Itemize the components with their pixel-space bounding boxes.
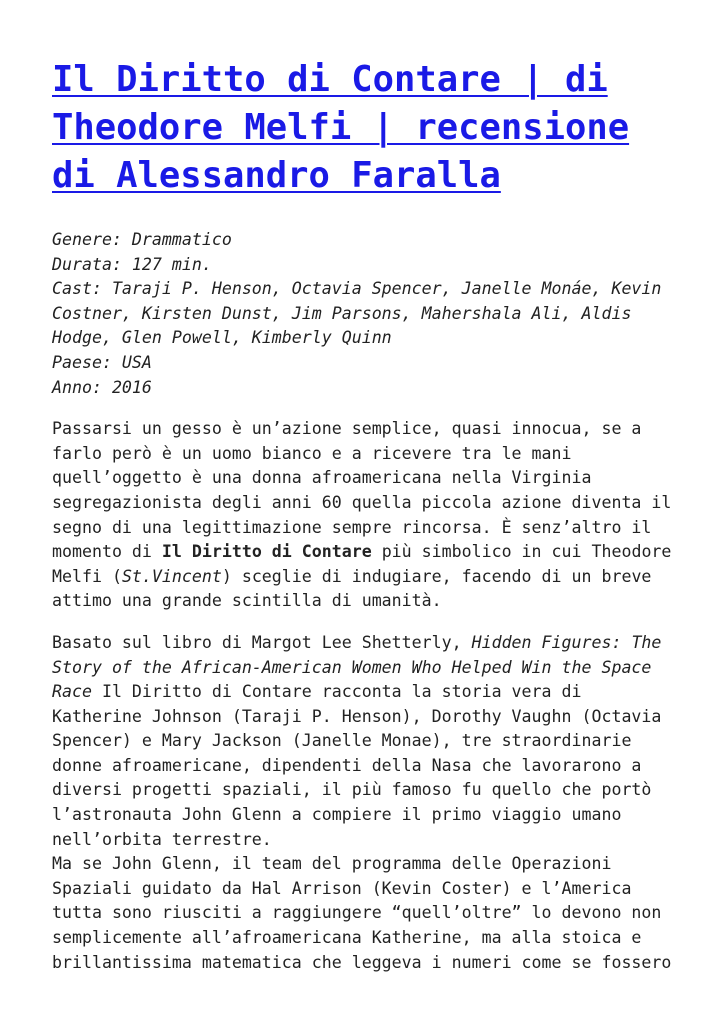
book-title-italic: Story of the African-American Women Who Helped Win the Space	[52, 657, 652, 677]
duration: Durata: 127 min.	[52, 254, 212, 274]
text-line	[52, 540, 674, 565]
cast-line: Cast: Taraji P. Henson, Octavia Spencer, Janelle Monáe, Kevin	[52, 279, 662, 299]
text-line: segregazionista degli anni 60 quella piccola azione diventa il	[52, 492, 672, 512]
text-line	[52, 656, 674, 681]
article-title	[52, 56, 674, 200]
title-line: Theodore Melfi | recensione	[52, 107, 630, 148]
text-line: brillantissima matematica che leggeva i numeri come se fossero	[52, 952, 672, 972]
book-title-italic: Hidden Figures: The	[471, 632, 662, 652]
text-line	[52, 631, 674, 656]
text-line: farlo però è un uomo bianco e a ricevere tra le mani	[52, 443, 572, 463]
text-line: tutta sono riusciti a raggiungere “quell’oltre” lo devono non	[52, 903, 662, 923]
text-line: diversi progetti spaziali, il più famoso fu quello che portò	[52, 780, 652, 800]
year: Anno: 2016	[52, 377, 152, 397]
cast-line: Costner, Kirsten Dunst, Jim Parsons, Mahershala Ali, Aldis	[52, 303, 632, 323]
text-run: Il Diritto di Contare racconta la storia vera di	[91, 682, 582, 702]
text-line: Spencer) e Mary Jackson (Janelle Monae), tre straordinarie	[52, 731, 632, 751]
paragraph-intro	[52, 417, 674, 614]
text-line: Passarsi un gesso è un’azione semplice, quasi innocua, se a	[52, 419, 642, 439]
title-line: di Alessandro Faralla	[52, 155, 501, 196]
text-line	[52, 565, 674, 590]
article	[52, 56, 674, 992]
text-run: Basato sul libro di Margot Lee Shetterly,	[52, 632, 472, 652]
film-info	[52, 228, 674, 400]
film-title-bold: Il Diritto di Contare	[161, 542, 372, 562]
text-line: Ma se John Glenn, il team del programma delle Operazioni	[52, 854, 612, 874]
title-line: Il Diritto di Contare | di	[52, 59, 608, 100]
text-line: Spaziali guidato da Hal Arrison (Kevin Coster) e l’America	[52, 878, 632, 898]
paragraph-plot	[52, 631, 674, 852]
paragraph-analysis	[52, 852, 674, 975]
text-line: attimo una grande scintilla di umanità.	[52, 591, 442, 611]
text-run: più simbolico in cui Theodore	[371, 542, 672, 562]
cast-line: Hodge, Glen Powell, Kimberly Quinn	[52, 328, 392, 348]
article-title-link[interactable]	[52, 59, 629, 196]
text-line: Katherine Johnson (Taraji P. Henson), Dorothy Vaughn (Octavia	[52, 706, 662, 726]
text-line: donne afroamericane, dipendenti della Nasa che lavorarono a	[52, 755, 642, 775]
text-line: l’astronauta John Glenn a compiere il primo viaggio umano	[52, 805, 622, 825]
text-run: ) sceglie di indugiare, facendo di un breve	[221, 566, 652, 586]
text-run: momento di	[52, 542, 162, 562]
text-line: semplicemente all’afroamericana Katherine, ma alla stoica e	[52, 928, 642, 948]
text-line: segno di una legittimazione sempre rincorsa. È senz’altro il	[52, 517, 652, 537]
book-title-italic: Race	[52, 682, 92, 702]
text-line: quell’oggetto è una donna afroamericana nella Virginia	[52, 468, 592, 488]
genre: Genere: Drammatico	[52, 230, 232, 249]
country: Paese: USA	[52, 352, 152, 372]
film-reference-italic: St.Vincent	[121, 566, 222, 586]
text-line	[52, 680, 674, 705]
text-run: Melfi (	[52, 566, 122, 586]
text-line: nell’orbita terrestre.	[52, 829, 272, 849]
